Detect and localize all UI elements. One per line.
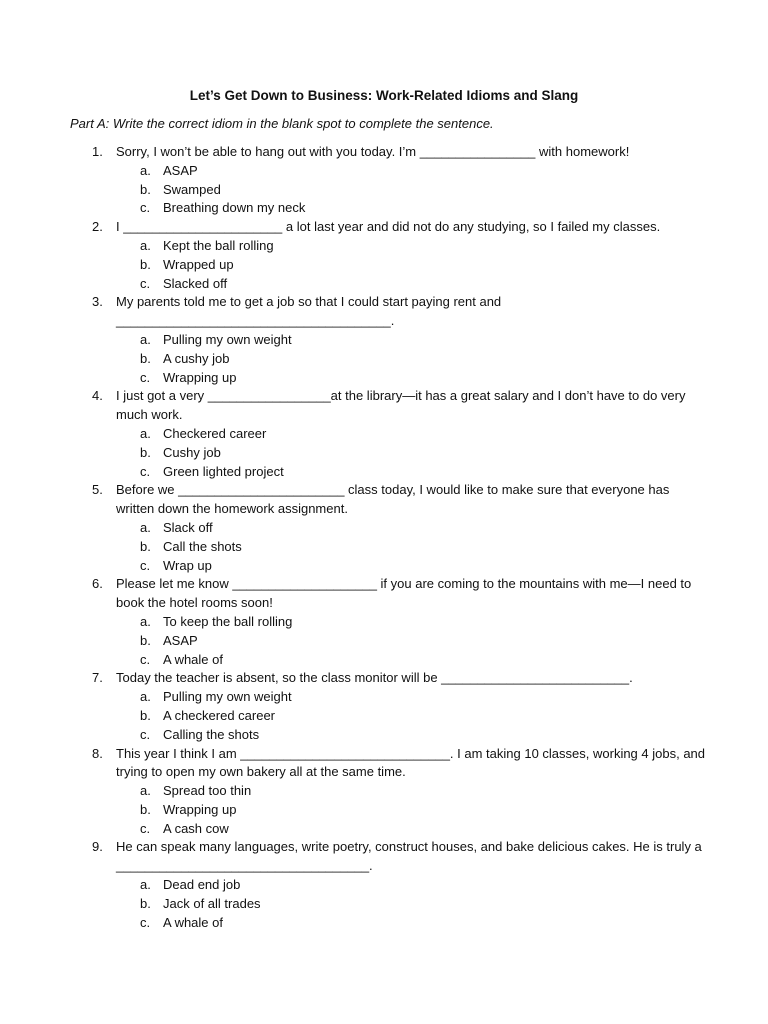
answer-option bbox=[0, 914, 768, 933]
answer-option bbox=[0, 463, 768, 482]
question-number: 8. bbox=[92, 745, 103, 761]
option-text: A cash cow bbox=[163, 820, 229, 836]
answer-options bbox=[0, 237, 768, 293]
answer-options bbox=[0, 425, 768, 481]
option-text: Jack of all trades bbox=[163, 895, 261, 911]
question-number: 3. bbox=[92, 294, 103, 310]
option-text: Pulling my own weight bbox=[163, 689, 292, 705]
option-text: ASAP bbox=[163, 162, 198, 178]
answer-options bbox=[0, 876, 768, 932]
question-line bbox=[0, 218, 768, 237]
question-line bbox=[0, 594, 768, 613]
question-text: Today the teacher is absent, so the class monitor will be __________________________. bbox=[116, 670, 633, 686]
question-text: ______________________________________. bbox=[116, 313, 395, 329]
option-letter: c. bbox=[140, 275, 151, 291]
option-text: A cushy job bbox=[163, 350, 230, 366]
answer-option bbox=[0, 162, 768, 181]
question-number: 9. bbox=[92, 839, 103, 855]
option-text: A checkered career bbox=[163, 707, 276, 723]
option-text: Green lighted project bbox=[163, 463, 284, 479]
question-text: My parents told me to get a job so that I could start paying rent and bbox=[116, 294, 502, 310]
question-number: 6. bbox=[92, 576, 103, 592]
option-letter: a. bbox=[140, 331, 151, 347]
question-number: 1. bbox=[92, 144, 103, 159]
option-letter: c. bbox=[140, 914, 151, 930]
option-text: Cushy job bbox=[163, 444, 221, 460]
option-letter: c. bbox=[140, 557, 151, 573]
question-text: I just got a very _________________at the library—it has a great salary and I don’t have to do very bbox=[116, 388, 686, 404]
option-letter: c. bbox=[140, 463, 151, 479]
question-number: 5. bbox=[92, 482, 103, 498]
question-text: I ______________________ a lot last year and did not do any studying, so I failed my classes. bbox=[116, 219, 661, 235]
part-a-instructions: Part A: Write the correct idiom in the blank spot to complete the sentence. bbox=[70, 116, 494, 131]
question-line bbox=[0, 143, 768, 162]
option-letter: c. bbox=[140, 820, 151, 836]
option-text: Breathing down my neck bbox=[163, 200, 306, 216]
answer-option bbox=[0, 331, 768, 350]
question-line bbox=[0, 293, 768, 312]
option-letter: a. bbox=[140, 613, 151, 629]
question-line bbox=[0, 500, 768, 519]
option-letter: c. bbox=[140, 726, 151, 742]
question-line bbox=[0, 575, 768, 594]
option-text: ASAP bbox=[163, 632, 198, 648]
answer-option bbox=[0, 801, 768, 820]
answer-option bbox=[0, 519, 768, 538]
question-item bbox=[0, 218, 768, 293]
answer-option bbox=[0, 369, 768, 388]
option-letter: a. bbox=[140, 425, 151, 441]
question-text: Before we _______________________ class today, I would like to make sure that everyone has bbox=[116, 482, 670, 498]
question-text: He can speak many languages, write poetry, construct houses, and bake delicious cakes. He is truly a bbox=[116, 839, 702, 855]
option-letter: b. bbox=[140, 632, 151, 648]
option-text: Wrapping up bbox=[163, 801, 237, 817]
answer-option bbox=[0, 726, 768, 745]
answer-option bbox=[0, 557, 768, 576]
answer-option bbox=[0, 876, 768, 895]
question-text: book the hotel rooms soon! bbox=[116, 595, 273, 611]
question-line bbox=[0, 387, 768, 406]
question-line bbox=[0, 406, 768, 425]
answer-option bbox=[0, 820, 768, 839]
answer-option bbox=[0, 350, 768, 369]
question-item bbox=[0, 293, 768, 387]
answer-options bbox=[0, 519, 768, 575]
option-text: Dead end job bbox=[163, 877, 241, 893]
question-item bbox=[0, 575, 768, 669]
question-line bbox=[0, 745, 768, 764]
answer-option bbox=[0, 275, 768, 294]
question-item bbox=[0, 745, 768, 839]
answer-option bbox=[0, 199, 768, 218]
option-letter: a. bbox=[140, 519, 151, 535]
option-letter: a. bbox=[140, 689, 151, 705]
question-item bbox=[0, 481, 768, 575]
option-letter: b. bbox=[140, 256, 151, 272]
option-letter: a. bbox=[140, 162, 151, 178]
answer-options bbox=[0, 162, 768, 218]
option-letter: a. bbox=[140, 783, 151, 799]
option-text: Slacked off bbox=[163, 275, 228, 291]
question-line bbox=[0, 763, 768, 782]
option-text: A whale of bbox=[163, 651, 223, 667]
option-letter: c. bbox=[140, 369, 151, 385]
option-letter: b. bbox=[140, 895, 151, 911]
worksheet-title: Let’s Get Down to Business: Work-Related Idioms and Slang bbox=[189, 88, 579, 103]
answer-options bbox=[0, 331, 768, 387]
option-text: Checkered career bbox=[163, 425, 267, 441]
option-letter: b. bbox=[140, 444, 151, 460]
question-text: ___________________________________. bbox=[116, 858, 373, 874]
option-letter: a. bbox=[140, 877, 151, 893]
option-text: Call the shots bbox=[163, 538, 242, 554]
answer-options bbox=[0, 613, 768, 669]
option-text: Wrap up bbox=[163, 557, 212, 573]
answer-option bbox=[0, 651, 768, 670]
question-number: 2. bbox=[92, 219, 103, 235]
answer-option bbox=[0, 444, 768, 463]
option-text: To keep the ball rolling bbox=[163, 613, 293, 629]
question-number: 4. bbox=[92, 388, 103, 404]
question-text: much work. bbox=[116, 407, 183, 423]
question-text: Please let me know ____________________ if you are coming to the mountains with me—I need to bbox=[116, 576, 692, 592]
option-text: Wrapped up bbox=[163, 256, 234, 272]
option-letter: c. bbox=[140, 200, 151, 216]
question-list bbox=[0, 143, 768, 932]
option-letter: b. bbox=[140, 181, 151, 197]
question-item bbox=[0, 143, 768, 218]
option-text: A whale of bbox=[163, 914, 223, 930]
question-item bbox=[0, 387, 768, 481]
answer-option bbox=[0, 237, 768, 256]
question-line bbox=[0, 312, 768, 331]
answer-option bbox=[0, 181, 768, 200]
option-letter: c. bbox=[140, 651, 151, 667]
answer-option bbox=[0, 688, 768, 707]
option-letter: a. bbox=[140, 237, 151, 253]
answer-option bbox=[0, 425, 768, 444]
question-text: trying to open my own bakery all at the same time. bbox=[116, 764, 406, 780]
option-text: Pulling my own weight bbox=[163, 331, 292, 347]
answer-option bbox=[0, 613, 768, 632]
question-line bbox=[0, 857, 768, 876]
question-line bbox=[0, 669, 768, 688]
question-line bbox=[0, 838, 768, 857]
option-letter: b. bbox=[140, 801, 151, 817]
answer-option bbox=[0, 782, 768, 801]
question-text: written down the homework assignment. bbox=[116, 501, 348, 517]
question-text: This year I think I am _____________________________. I am taking 10 classes, working 4 jobs, and bbox=[116, 745, 706, 761]
answer-options bbox=[0, 782, 768, 838]
option-letter: b. bbox=[140, 350, 151, 366]
answer-option bbox=[0, 538, 768, 557]
question-item bbox=[0, 838, 768, 932]
answer-option bbox=[0, 632, 768, 651]
option-text: Wrapping up bbox=[163, 369, 237, 385]
answer-option bbox=[0, 256, 768, 275]
option-letter: b. bbox=[140, 538, 151, 554]
option-letter: b. bbox=[140, 707, 151, 723]
option-text: Calling the shots bbox=[163, 726, 260, 742]
question-item bbox=[0, 669, 768, 744]
answer-option bbox=[0, 707, 768, 726]
option-text: Slack off bbox=[163, 519, 213, 535]
question-text: Sorry, I won’t be able to hang out with you today. I’m ________________ with homework! bbox=[116, 144, 630, 159]
option-text: Spread too thin bbox=[163, 783, 252, 799]
answer-option bbox=[0, 895, 768, 914]
answer-options bbox=[0, 688, 768, 744]
question-number: 7. bbox=[92, 670, 103, 686]
option-text: Swamped bbox=[163, 181, 221, 197]
option-text: Kept the ball rolling bbox=[163, 237, 274, 253]
question-line bbox=[0, 481, 768, 500]
